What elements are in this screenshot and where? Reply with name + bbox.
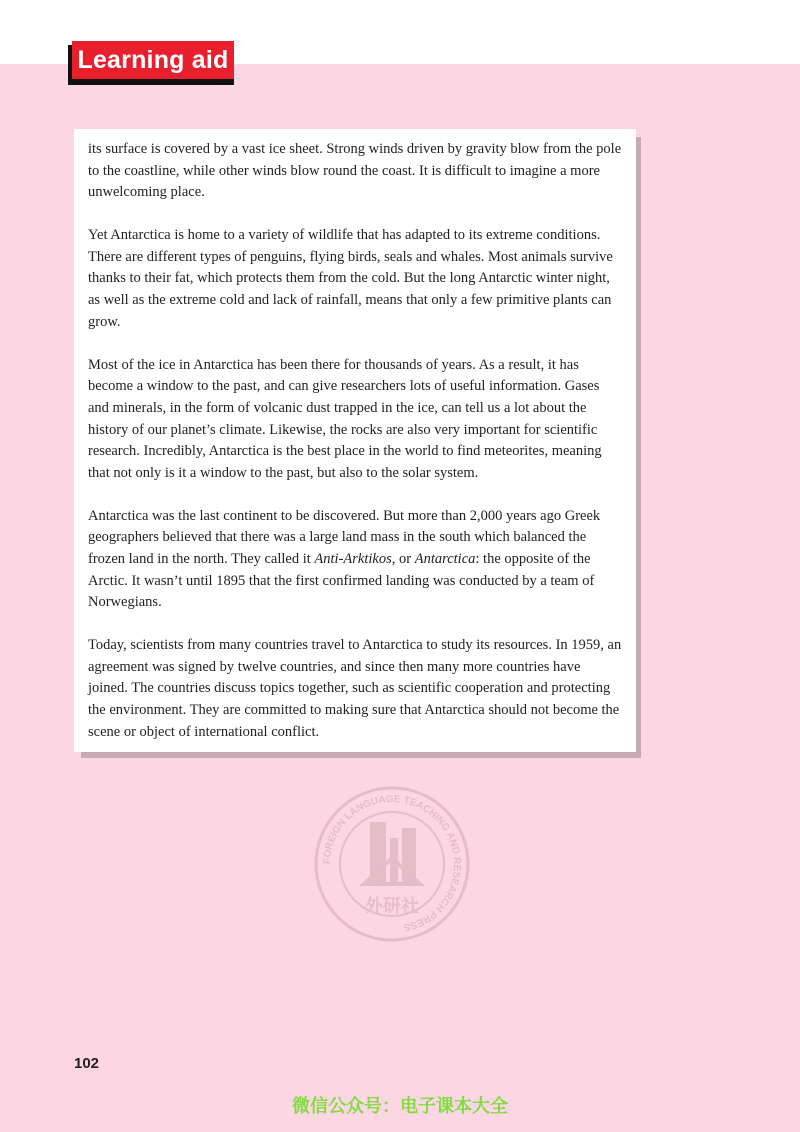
footer-credit: 微信公众号：电子课本大全 [292,1096,508,1117]
watermark-ring-text: FOREIGN LANGUAGE TEACHING AND RESEARCH PRESS [321,793,463,933]
discovery-text-1: Antarctica was the last continent to be discovered. But more than 2,000 years ago Greek geographers believed that there was a large land mass in the south which balanced the frozen land in the north. They called it [88,507,601,567]
paragraph-wildlife: Yet Antarctica is home to a variety of wildlife that has adapted to its extreme conditions. There are different types of penguins, flying birds, seals and whales. Most animals survive thanks to their fat, which protects them from the cold. But the long Antarctic winter night, as well as the extreme cold and lack of rainfall, means that only a few primitive plants can grow. [88,227,613,330]
section-tag-label: Learning aid [72,41,234,79]
paragraph-treaty: Today, scientists from many countries travel to Antarctica to study its resources. In 1959, an agreement was signed by twelve countries, and since then many more countries have joined. The countries discuss topics together, such as scientific cooperation and protecting the environment. They are committed to making sure that Antarctica should not become the scene or object of international conflict. [88,637,622,740]
paragraph-ice-sheet: its surface is covered by a vast ice sheet. Strong winds driven by gravity blow from the pole to the coastline, while other winds blow round the coast. It is difficult to imagine a more unwelcoming place. [88,141,622,201]
discovery-text-2: , or [391,551,415,567]
article-card [74,129,636,752]
publisher-seal-watermark [312,772,472,952]
discovery-term-anti-arktikos: Anti-Arktikos [314,551,392,567]
discovery-text-3: : the opposite of the Arctic. It wasn’t until 1895 that the first confirmed landing was conducted by a team of Norwegians. [88,551,595,611]
paragraph-window-to-past: Most of the ice in Antarctica has been there for thousands of years. As a result, it has become a window to the past, and can give researchers lots of useful information. Gases and minerals, in the form of volcanic dust trapped in the ice, can tell us a lot about the history of our planet’s climate. Likewise, the rocks are also very important for scientific research. Incredibly, Antarctica is the best place in the world to find meteorites, meaning that not only is it a window to the past, but also to the solar system. [88,356,602,481]
watermark-seal-text: 外研社 [365,896,419,917]
page-number: 102 [74,1055,100,1072]
paragraph-discovery [88,506,622,614]
discovery-term-antarctica: Antarctica [414,551,476,567]
